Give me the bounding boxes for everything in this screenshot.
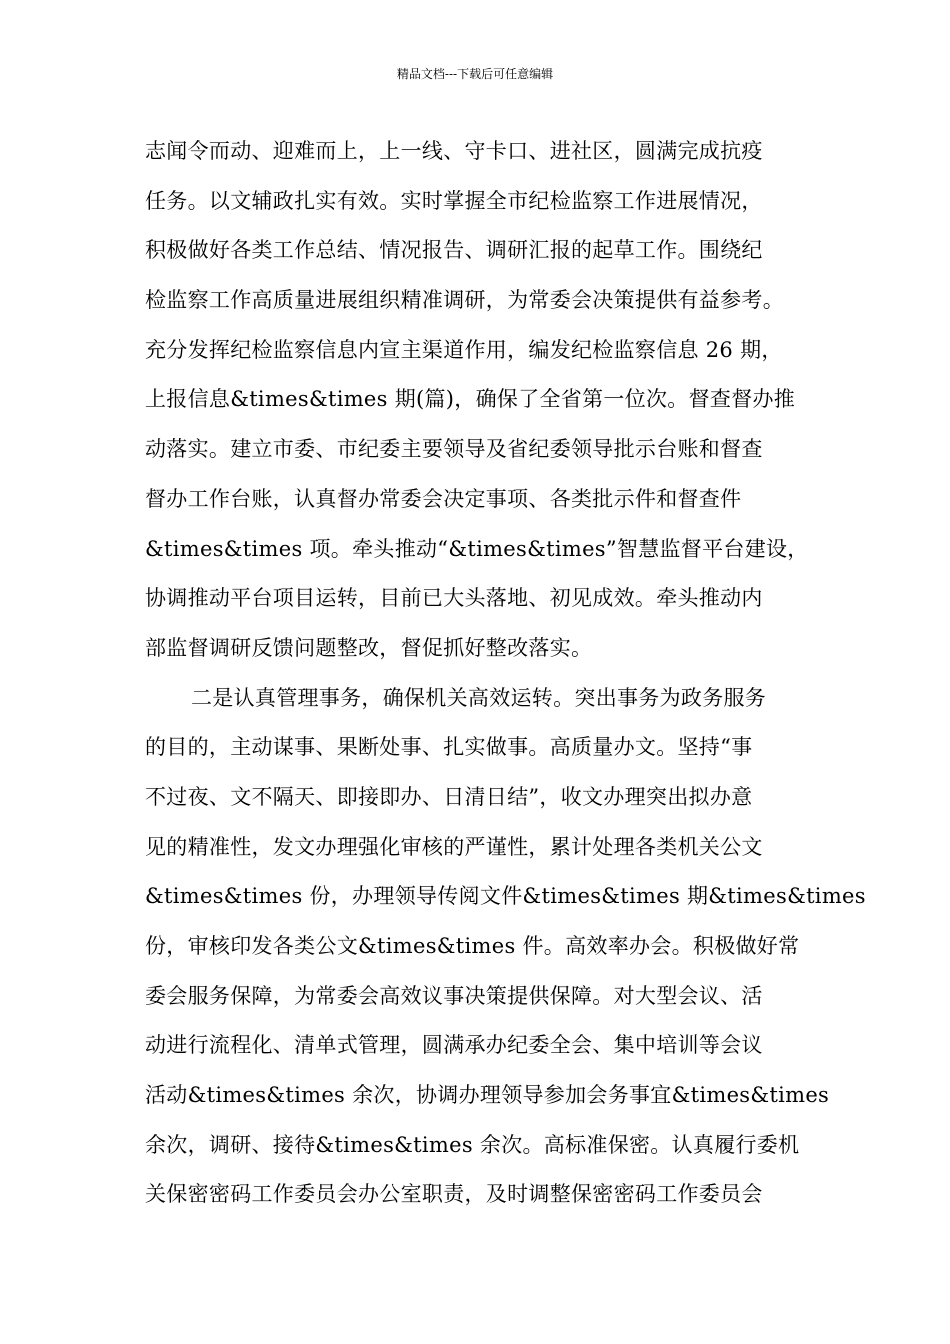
text-line: 动进行流程化、清单式管理，圆满承办纪委全会、集中培训等会议 bbox=[145, 1033, 763, 1058]
document-body bbox=[145, 127, 866, 1220]
page-header: 精品文档---下载后可任意编辑 bbox=[396, 67, 554, 81]
text-line: &times&times 份，办理领导传阅文件&times&times 期&times&times bbox=[145, 884, 866, 909]
text-line: 余次，调研、接待&times&times 余次。高标准保密。认真履行委机 bbox=[145, 1132, 800, 1157]
text-line: 部监督调研反馈问题整改，督促抓好整改落实。 bbox=[145, 635, 593, 660]
text-line: 动落实。建立市委、市纪委主要领导及省纪委领导批示台账和督查 bbox=[145, 437, 763, 462]
text-line: 协调推动平台项目运转，目前已大头落地、初见成效。牵头推动内 bbox=[145, 586, 763, 611]
text-line: 志闻令而动、迎难而上，上一线、守卡口、进社区，圆满完成抗疫 bbox=[145, 139, 763, 163]
text-line: 任务。以文辅政扎实有效。实时掌握全市纪检监察工作进展情况， bbox=[145, 188, 763, 213]
text-line: 见的精准性，发文办理强化审核的严谨性，累计处理各类机关公文 bbox=[145, 834, 763, 859]
text-line: &times&times 项。牵头推动“&times&times”智慧监督平台建设， bbox=[145, 536, 809, 561]
text-line: 上报信息&times&times 期(篇)，确保了全省第一位次。督查督办推 bbox=[145, 387, 796, 412]
text-line: 委会服务保障，为常委会高效议事决策提供保障。对大型会议、活 bbox=[145, 983, 763, 1008]
text-line: 的目的，主动谋事、果断处事、扎实做事。高质量办文。坚持“事 bbox=[145, 735, 753, 760]
text-line: 督办工作台账，认真督办常委会决定事项、各类批示件和督查件 bbox=[145, 486, 742, 511]
text-line: 充分发挥纪检监察信息内宣主渠道作用，编发纪检监察信息 26 期， bbox=[145, 337, 783, 362]
text-line: 关保密密码工作委员会办公室职责，及时调整保密密码工作委员会 bbox=[145, 1182, 763, 1207]
paragraph-first-line: 二是认真管理事务，确保机关高效运转。突出事务为政务服务 bbox=[191, 685, 767, 710]
text-line: 活动&times&times 余次，协调办理领导参加会务事宜&times&times bbox=[145, 1083, 830, 1108]
text-line: 份，审核印发各类公文&times&times 件。高效率办会。积极做好常 bbox=[145, 934, 800, 958]
text-line: 不过夜、文不隔天、即接即办、日清日结”，收文办理突出拟办意 bbox=[145, 784, 753, 809]
text-line: 检监察工作高质量进展组织精准调研，为常委会决策提供有益参考。 bbox=[145, 288, 784, 313]
text-line: 积极做好各类工作总结、情况报告、调研汇报的起草工作。围绕纪 bbox=[145, 238, 763, 263]
